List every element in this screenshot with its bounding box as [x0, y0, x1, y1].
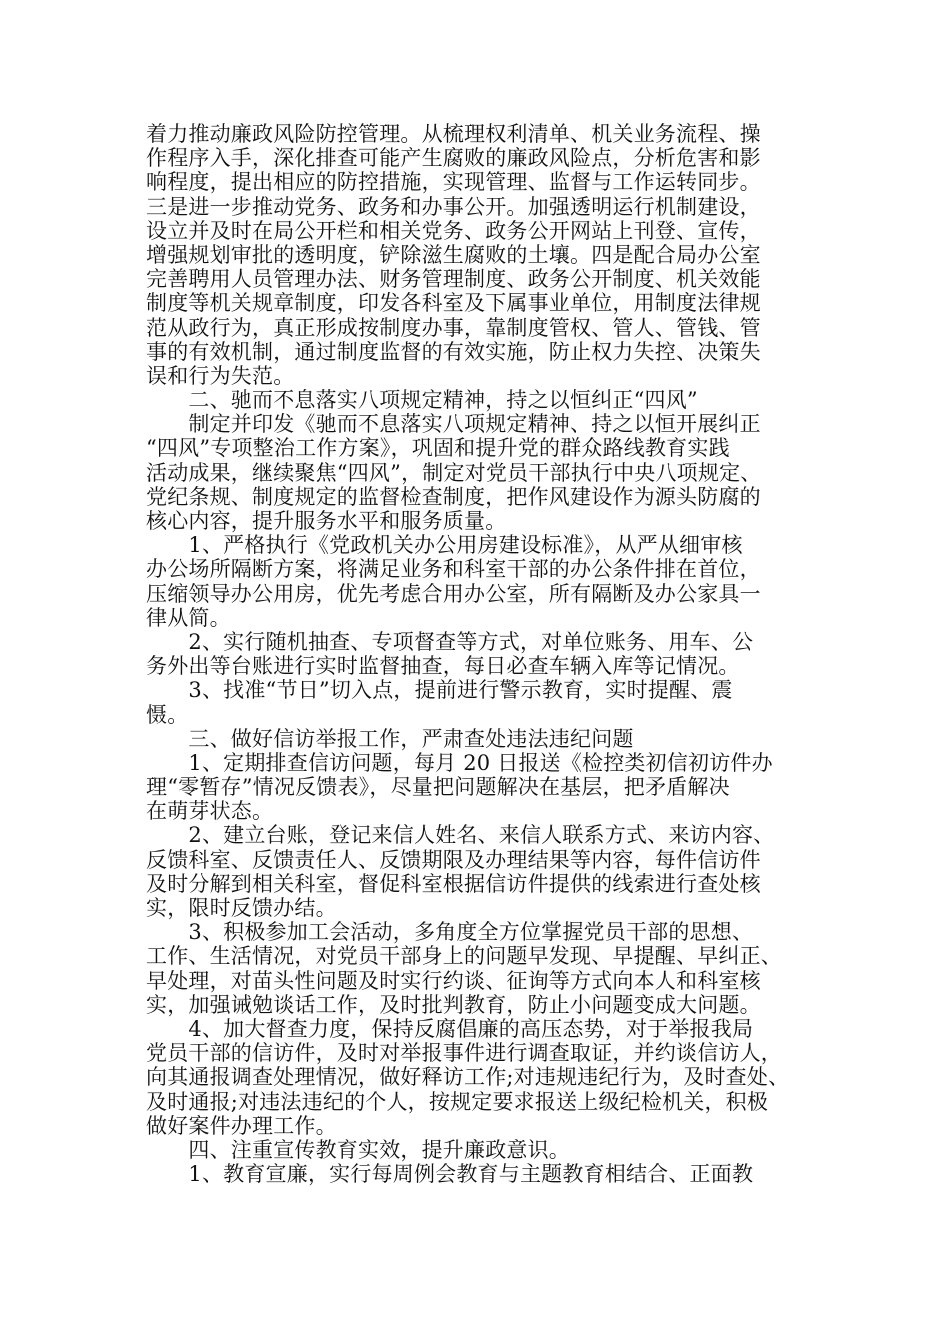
text-line: 党员干部的信访件，及时对举报事件进行调查取证，并约谈信访人，: [146, 1041, 782, 1066]
text-line: 律从简。: [146, 605, 231, 630]
text-line: 在萌芽状态。: [146, 799, 274, 824]
text-line: 2、实行随机抽查、专项督查等方式，对单位账务、用车、公: [146, 629, 754, 654]
text-line: 事的有效机制，通过制度监督的有效实施，防止权力失控、决策失: [146, 339, 761, 364]
text-line: 制度等机关规章制度，印发各科室及下属事业单位，用制度法律规: [146, 291, 761, 316]
text-line: 着力推动廉政风险防控管理。从梳理权利清单、机关业务流程、操: [146, 122, 761, 146]
text-line: 3、积极参加工会活动，多角度全方位掌握党员干部的思想、: [146, 920, 754, 945]
text-line: 2、建立台账，登记来信人姓名、来信人联系方式、来访内容、: [146, 823, 775, 848]
text-line: 设立并及时在局公开栏和相关党务、政务公开网站上刊登、宣传，: [146, 218, 761, 243]
text-line: 二、驰而不息落实八项规定精神，持之以恒纠正“四风”: [146, 388, 698, 413]
text-line: 早处理，对苗头性问题及时实行约谈、征询等方式向本人和科室核: [146, 968, 761, 993]
text-line: “四风”专项整治工作方案》，巩固和提升党的群众路线教育实践: [146, 436, 730, 461]
text-line: 做好案件办理工作。: [146, 1113, 337, 1138]
text-line: 核心内容，提升服务水平和服务质量。: [146, 509, 507, 533]
text-line: 实，限时反馈办结。: [146, 896, 337, 920]
text-line: 1、定期排查信访问题，每月 20 日报送《检控类初信初访件办: [146, 750, 773, 775]
text-line: 三、做好信访举报工作，严肃查处违法违纪问题: [146, 726, 634, 751]
text-line: 实，加强诫勉谈话工作，及时批判教育，防止小问题变成大问题。: [146, 992, 761, 1017]
text-line: 活动成果，继续聚焦“四风”，制定对党员干部执行中央八项规定、: [146, 460, 762, 485]
text-line: 办公场所隔断方案，将满足业务和科室干部的办公条件排在首位，: [146, 557, 761, 582]
text-line: 1、教育宣廉，实行每周例会教育与主题教育相结合、正面教: [146, 1162, 754, 1187]
text-line: 增强规划审批的透明度，铲除滋生腐败的土壤。四是配合局办公室: [146, 242, 761, 267]
text-line: 理“零暂存”情况反馈表》，尽量把问题解决在基层，把矛盾解决: [146, 775, 730, 800]
text-line: 工作、生活情况，对党员干部身上的问题早发现、早提醒、早纠正、: [146, 944, 782, 969]
text-line: 四、注重宣传教育实效，提升廉政意识。: [146, 1137, 570, 1162]
text-line: 及时通报;对违法违纪的个人，按规定要求报送上级纪检机关，积极: [146, 1089, 769, 1114]
text-line: 三是进一步推动党务、政务和办事公开。加强透明运行机制建设，: [146, 194, 761, 219]
text-line: 务外出等台账进行实时监督抽查，每日必查车辆入库等记情况。: [146, 654, 740, 679]
text-line: 慑。: [146, 702, 189, 727]
text-line: 向其通报调查处理情况，做好释访工作;对违规违纪行为，及时查处、: [146, 1065, 790, 1090]
text-line: 党纪条规、制度规定的监督检查制度，把作风建设作为源头防腐的: [146, 484, 761, 509]
text-line: 制定并印发《驰而不息落实八项规定精神、持之以恒开展纠正: [146, 412, 761, 437]
document-body: [146, 122, 818, 1186]
text-line: 响程度，提出相应的防控措施，实现管理、监督与工作运转同步。: [146, 170, 761, 195]
text-line: 1、严格执行《党政机关办公用房建设标准》，从严从细审核: [146, 533, 743, 558]
text-line: 及时分解到相关科室，督促科室根据信访件提供的线索进行查处核: [146, 871, 761, 896]
text-line: 4、加大督查力度，保持反腐倡廉的高压态势，对于举报我局: [146, 1016, 754, 1041]
text-line: 范从政行为，真正形成按制度办事，靠制度管权、管人、管钱、管: [146, 315, 761, 340]
text-line: 完善聘用人员管理办法、财务管理制度、政务公开制度、机关效能: [146, 267, 761, 292]
text-line: 作程序入手，深化排查可能产生腐败的廉政风险点，分析危害和影: [146, 146, 761, 171]
text-line: 3、找准“节日”切入点，提前进行警示教育，实时提醒、震: [146, 678, 733, 703]
text-line: 压缩领导办公用房，优先考虑合用办公室，所有隔断及办公家具一: [146, 581, 761, 606]
text-line: 误和行为失范。: [146, 363, 295, 388]
text-line: 反馈科室、反馈责任人、反馈期限及办理结果等内容，每件信访件: [146, 847, 761, 872]
